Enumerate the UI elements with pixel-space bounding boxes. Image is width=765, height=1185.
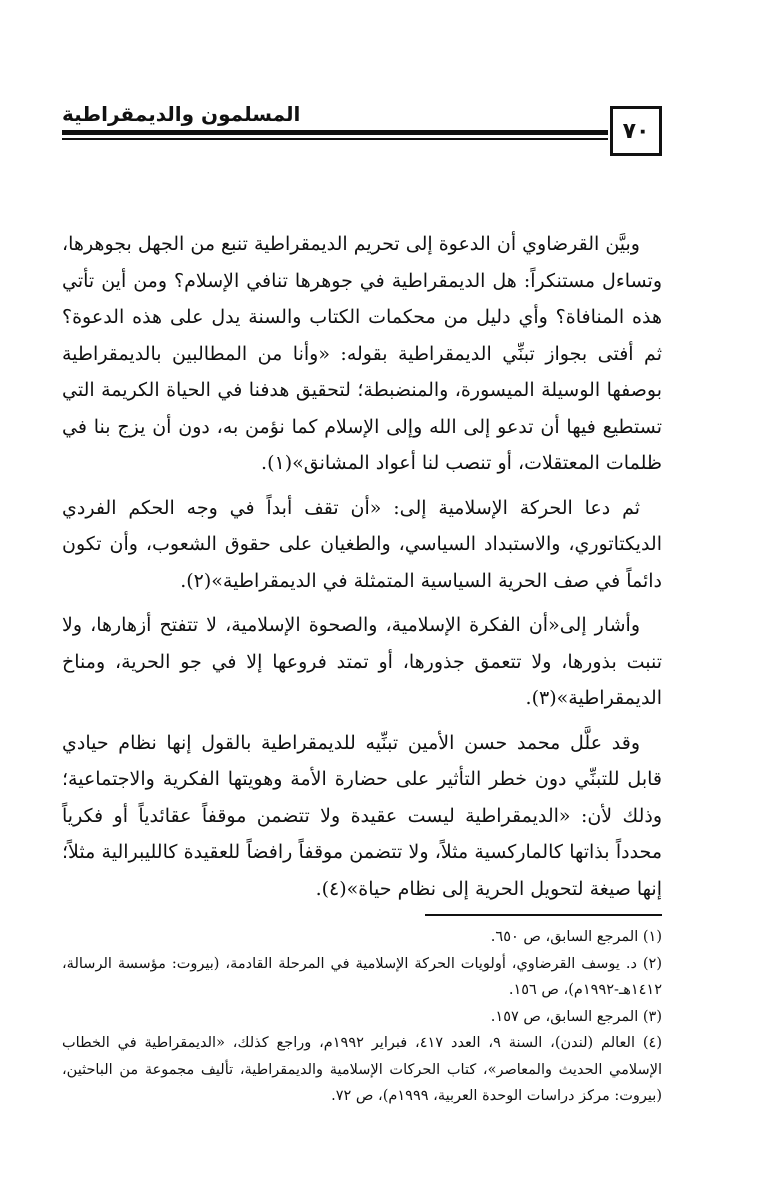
paragraph-2: ثم دعا الحركة الإسلامية إلى: «أن تقف أبداً في وجه الحكم الفردي الديكتاتوري، والاستبداد السياسي، والطغيان على حقوق الشعوب، وأن تكون دائماً في صف الحرية السياسية المتمثلة في الديمقراطية»(٢). xyxy=(62,496,662,592)
header-rule-thick xyxy=(62,130,608,135)
running-header-title: المسلمون والديمقراطية xyxy=(62,102,301,126)
header-rule-thin xyxy=(62,138,608,140)
footnote-4: (٤) العالم (لندن)، السنة ٩، العدد ٤١٧، فبراير ١٩٩٢م، وراجع كذلك، «الديمقراطية في الخطاب الإسلامي الحديث والمعاصر»، كتاب الحركات الإسلامية والديمقراطية، تأليف مجموعة من الباحثين، (بيروت: مركز دراسات الوحدة العربية، ١٩٩٩م)، ص ٧٢. xyxy=(62,1035,662,1104)
body-text xyxy=(62,226,662,915)
footnote-3: (٣) المرجع السابق، ص ١٥٧. xyxy=(490,1008,662,1025)
footnote-1: (١) المرجع السابق، ص ٦٥٠. xyxy=(490,929,662,945)
page-number: ٧٠ xyxy=(610,106,662,156)
footnotes xyxy=(62,924,662,1110)
footnote-2: (٢) د. يوسف القرضاوي، أولويات الحركة الإسلامية في المرحلة القادمة، (بيروت: مؤسسة الرسالة، ١٤١٢هـ-١٩٩٢م)، ص ١٥٦. xyxy=(62,955,662,998)
paragraph-3: وأشار إلى«أن الفكرة الإسلامية، والصحوة الإسلامية، لا تتفتح أزهارها، ولا تنبت بذورها، ولا تتعمق جذورها، أو تمتد فروعها إلا في جو الحرية، ومناخ الديمقراطية»(٣). xyxy=(62,614,662,709)
running-header xyxy=(62,100,662,158)
paragraph-1: وبيَّن القرضاوي أن الدعوة إلى تحريم الديمقراطية تنبع من الجهل بجوهرها، وتساءل مستنكراً: هل الديمقراطية في جوهرها تنافي الإسلام؟ ومن أين تأتي هذه المنافاة؟ وأي دليل من محكمات الكتاب والسنة يدل على هذه الدعوة؟ ثم أفتى بجواز تبنِّي الديمقراطية بقوله: «وأنا من المطالبين بالديمقراطية بوصفها الوسيلة الميسورة، والمنضبطة؛ لتحقيق هدفنا في الحياة الكريمة التي تستطيع فيها أن تدعو إلى الله وإلى الإسلام كما نؤمن به، دون أن يزج بنا في ظلمات المعتقلات، أو تنصب لنا أعواد المشانق»(١). xyxy=(62,233,662,474)
paragraph-4: وقد علَّل محمد حسن الأمين تبنِّيه للديمقراطية بالقول إنها نظام حيادي قابل للتبنِّي دون خطر التأثير على حضارة الأمة وهويتها الفكرية والاجتماعية؛ وذلك لأن: «الديمقراطية ليست عقيدة ولا تتضمن موقفاً عقائدياً أو فكرياً محدداً بذاتها كالماركسية مثلاً، ولا تتضمن موقفاً رافضاً للعقيدة كالليبرالية مثلاً؛ إنها صيغة لتحويل الحرية إلى نظام حياة»(٤). xyxy=(62,731,662,900)
footnote-separator xyxy=(425,914,662,916)
